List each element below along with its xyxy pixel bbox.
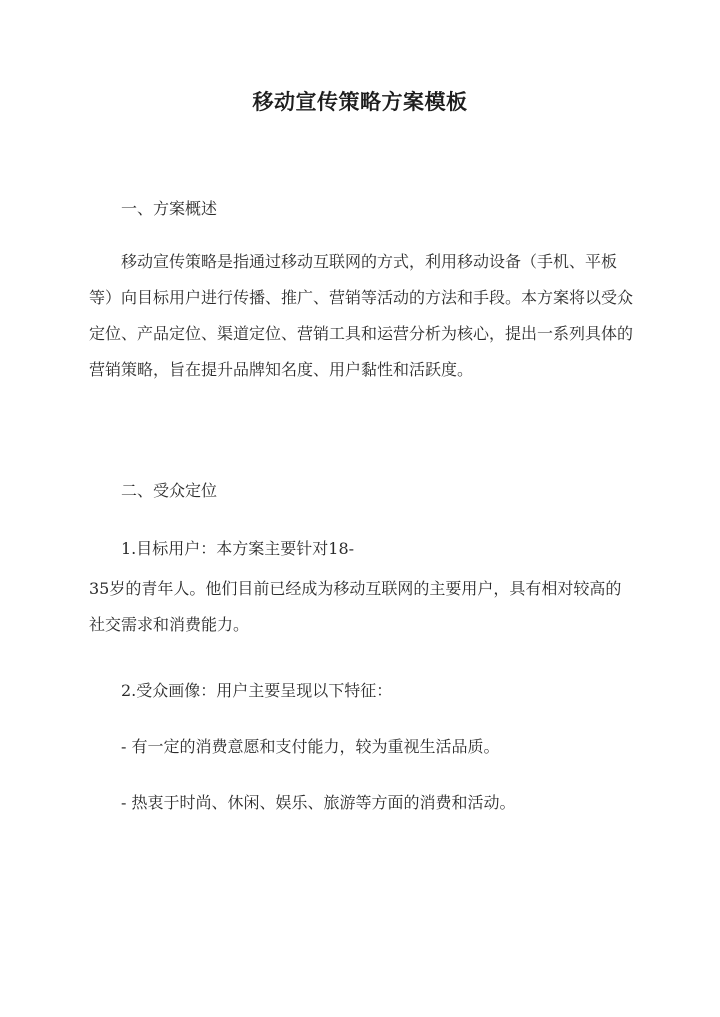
profile-bullet-1: - 有一定的消费意愿和支付能力，较为重视生活品质。 [121, 737, 500, 756]
profile-bullet-2: - 热衷于时尚、休闲、娱乐、旅游等方面的消费和活动。 [121, 793, 516, 812]
section-heading-overview: 一、方案概述 [121, 199, 218, 218]
overview-paragraph: 移动宣传策略是指通过移动互联网的方式，利用移动设备（手机、平板等）向目标用户进行传播、推广、营销等活动的方法和手段。本方案将以受众定位、产品定位、渠道定位、营销工具和运营分析为核心，提出一系列具体的营销策略，旨在提升品牌知名度、用户黏性和活跃度。 [89, 252, 634, 379]
document-title: 移动宣传策略方案模板 [252, 89, 468, 114]
target-user-item-line1: 1.目标用户：本方案主要针对18- [121, 539, 355, 558]
section-heading-audience: 二、受众定位 [121, 481, 218, 500]
audience-profile-item: 2.受众画像：用户主要呈现以下特征： [121, 681, 393, 700]
target-user-item-line2: 35岁的青年人。他们目前已经成为移动互联网的主要用户，具有相对较高的社交需求和消费能力。 [89, 579, 622, 634]
